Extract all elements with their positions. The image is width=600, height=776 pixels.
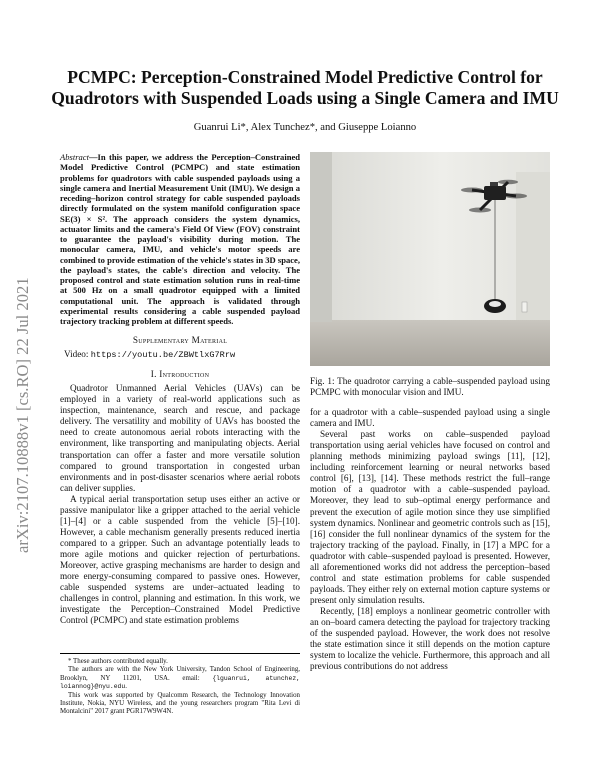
video-link[interactable]: https://youtu.be/ZBWtlxG7Rrw bbox=[90, 350, 236, 361]
arxiv-stamp-graphic bbox=[4, 215, 38, 555]
video-label: Video: bbox=[64, 349, 91, 360]
figure-1-caption: Fig. 1: The quadrotor carrying a cable–suspended payload using PCMPC with monocular vision and IMU. bbox=[310, 376, 550, 398]
suspended-payload bbox=[484, 299, 506, 313]
abstract-body: —In this paper, we address the Perception–Constrained Model Predictive Control (PCMPC) and state estimation problems for quadrotors with cable suspended payloads using a single camera and Inertial Measurement Unit (IMU). We design a receding–horizon control strategy for cable suspended payloads directly formulated on the system manifold configuration space SE(3) × S². The approach considers the system dynamics, actuator limits and the camera's Field Of View (FOV) constraint to guarantee the payload's visibility during motion. The monocular camera, IMU, and vehicle's motor speeds are combined to provide estimation of the vehicle's states in 3D space, the payload's states, the cable's direction and velocity. The proposed control and state estimation solution runs in real-time at 500 Hz on a small quadrotor equipped with a limited computational unit. The approach is validated through experimental results considering a cable suspended payload trajectory tracking problem at different speeds. bbox=[60, 152, 300, 326]
intro-paragraph-2: A typical aerial transportation setup uses either an active or passive manipulator like a gripper attached to the aerial vehicle [1]–[4] or a cable suspended from the vehicle [5]–[10]. However, a cable mechanism generally presents reduced inertia compared to a gripper. Such an advantage potentially leads to more agile motions and quicker rejection of perturbations. Moreover, active grasping mechanisms are harder to design and more energy-consuming compared to passive ones. However, cable suspended systems are under–actuated leading to challenges in control, planning and estimation. In this work, we investigate the Perception–Constrained Model Predictive Control (PCMPC) and state estimation problems bbox=[60, 493, 300, 626]
abstract-lead: Abstract bbox=[60, 152, 89, 162]
title-line-1: PCMPC: Perception-Constrained Model Predictive Control for bbox=[67, 67, 543, 87]
paper-title bbox=[40, 67, 570, 109]
arxiv-stamp-text: arXiv:2107.10888v1 [cs.RO] 22 Jul 2021 bbox=[13, 277, 32, 553]
supplementary-heading: Supplementary Material bbox=[132, 335, 228, 346]
left-column bbox=[60, 152, 300, 626]
figure-1-photo bbox=[310, 152, 550, 366]
footnote-equal-contribution: * These authors contributed equally. bbox=[68, 658, 168, 665]
recent-work-paragraph: Recently, [18] employs a nonlinear geometric controller with an on–board camera detecting the payload for trajectory tracking of the suspended payload. However, the work does not resolve the state estimation since it still depends on the motion capture system to localize the vehicle. Furthermore, this approach and all previous contributions do not address bbox=[310, 605, 550, 672]
author-emails[interactable]: {lguanrui, atunchez, loiannog}@nyu.edu bbox=[60, 674, 300, 691]
affiliation-text: The authors are with the New York University, Tandon School of Engineering, Brooklyn, NY 11201, USA. email: bbox=[60, 666, 300, 682]
author-list: Guanrui Li*, Alex Tunchez*, and Giuseppe Loianno bbox=[193, 122, 417, 133]
title-line-2: Quadrotors with Suspended Loads using a Single Camera and IMU bbox=[51, 88, 559, 108]
affiliation-period: . bbox=[125, 683, 127, 691]
arxiv-identifier bbox=[4, 215, 38, 555]
introduction-heading: I. Introduction bbox=[150, 369, 210, 380]
footnote-funding: This work was supported by Qualcomm Research, the Technology Innovation Institute, Nokia, NYU Wireless, and the young researchers program "Rita Levi di Montalcini" 2017 grant PGR17W9W4N. bbox=[60, 691, 300, 716]
right-column bbox=[310, 152, 550, 672]
video-line bbox=[64, 349, 300, 360]
quadrotor-photo-illustration bbox=[310, 152, 550, 366]
footnote-affiliation bbox=[60, 666, 300, 691]
footnotes bbox=[60, 653, 300, 717]
intro-paragraph-1: Quadrotor Unmanned Aerial Vehicles (UAVs) can be employed in a variety of real-world applications such as inspection, maintenance, search and rescue, and package delivery. The versatility and mobility of UAVs has boosted the need to create autonomous aerial robots interacting with the environment, like transporting and manipulating objects. Aerial transportation can offer a faster and more versatile solution compared to ground transportation in congested urban environments and in post-disaster scenarios where aerial robots can deliver supplies. bbox=[60, 383, 300, 493]
abstract bbox=[60, 152, 300, 326]
right-paragraph-continuation: for a quadrotor with a cable–suspended payload using a single camera and IMU. bbox=[310, 407, 550, 429]
related-work-paragraph: Several past works on cable–suspended payload transportation using aerial vehicles have focused on control and planning methods minimizing payload swings [11], [12], including reinforcement learning or neural networks based control [6], [13], [14]. These methods restrict the full–range motion of a quadrotor with a cable–suspended payload. Moreover, they lead to sub–optimal energy performance and prevent the execution of agile motion since they use simplified system dynamics. Nonlinear and geometric controls such as [15], [16] consider the full nonlinear dynamics of the system for the trajectory tracking of the payload. Finally, in [17] a MPC for a quadrotor with cable–suspended payload is presented. However, all aforementioned works did not address the perception–based control and state estimation problems for cable suspended payloads. They either rely on external motion capture systems or present only simulation results. bbox=[310, 429, 550, 605]
